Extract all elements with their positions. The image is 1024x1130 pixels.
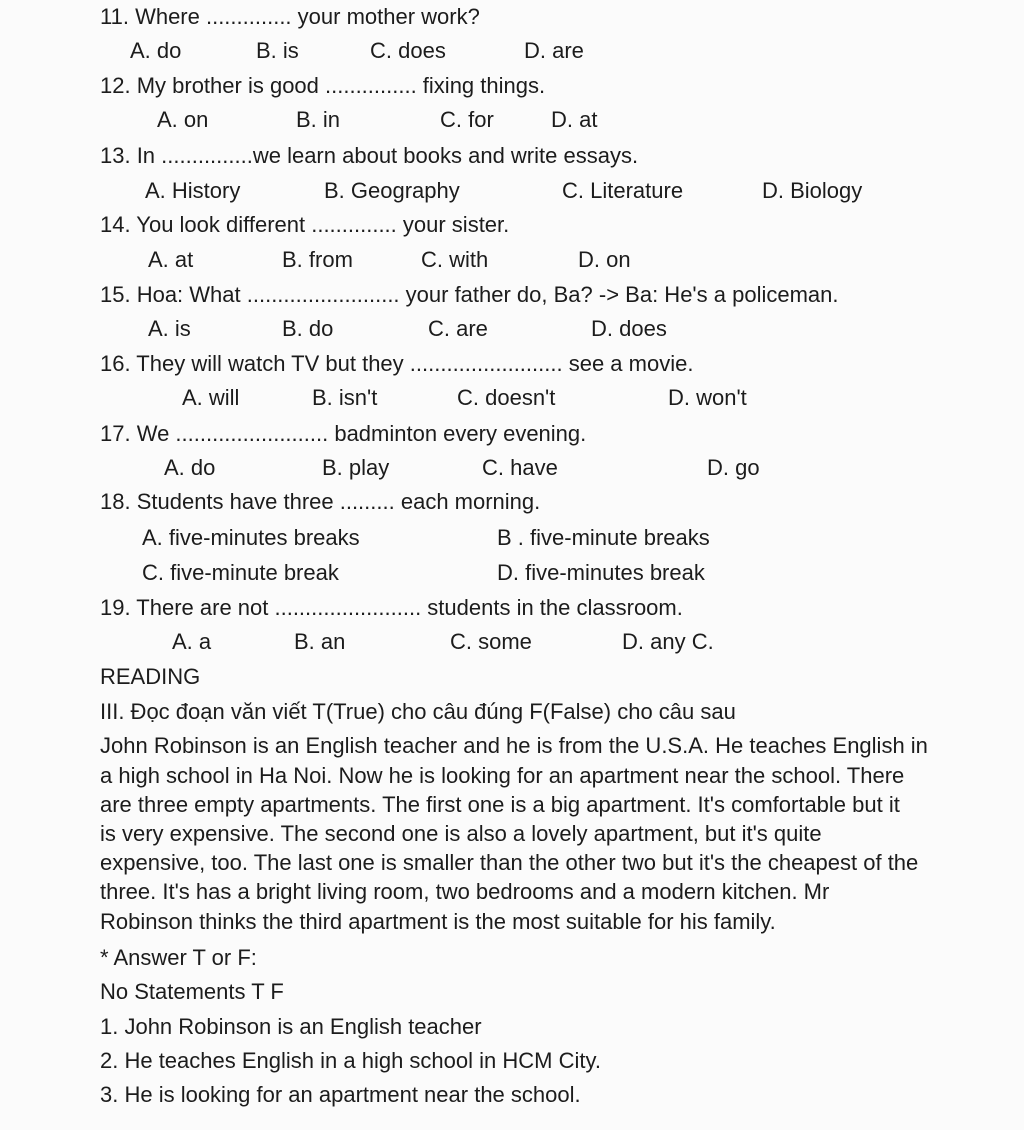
question-18-option-a: A. five-minutes breaks — [142, 525, 360, 550]
question-17-option-c: C. have — [482, 455, 558, 480]
answer-prompt: * Answer T or F: — [100, 945, 257, 970]
passage-line-7: Robinson thinks the third apartment is the most suitable for his family. — [100, 909, 776, 934]
question-16-stem: 16. They will watch TV but they ......................... see a movie. — [100, 351, 694, 376]
question-19-option-b: B. an — [294, 629, 346, 654]
question-11-option-b: B. is — [256, 38, 299, 63]
question-18-option-b: B . five-minute breaks — [497, 525, 710, 550]
passage-line-1: John Robinson is an English teacher and he is from the U.S.A. He teaches English in — [100, 733, 928, 758]
question-17-stem: 17. We ......................... badminton every evening. — [100, 421, 587, 446]
question-12-option-d: D. at — [551, 107, 598, 132]
question-13-option-d: D. Biology — [762, 178, 863, 203]
passage-line-6: three. It's has a bright living room, two bedrooms and a modern kitchen. Mr — [100, 879, 830, 904]
statement-2: 2. He teaches English in a high school in HCM City. — [100, 1048, 601, 1073]
question-15-option-d: D. does — [591, 316, 667, 341]
question-14-option-a: A. at — [148, 247, 194, 272]
question-18-option-c: C. five-minute break — [142, 560, 339, 585]
question-12-stem: 12. My brother is good ............... fixing things. — [100, 73, 546, 98]
question-11-option-d: D. are — [524, 38, 584, 63]
question-13-option-a: A. History — [145, 178, 241, 203]
question-15-option-c: C. are — [428, 316, 488, 341]
question-14-option-d: D. on — [578, 247, 631, 272]
question-13-option-c: C. Literature — [562, 178, 684, 203]
question-13-option-b: B. Geography — [324, 178, 460, 203]
question-19-stem: 19. There are not ........................ students in the classroom. — [100, 595, 683, 620]
question-17-option-d: D. go — [707, 455, 760, 480]
passage-line-3: are three empty apartments. The first one is a big apartment. It's comfortable but it — [100, 792, 900, 817]
statement-1: 1. John Robinson is an English teacher — [100, 1014, 482, 1039]
question-18-stem: 18. Students have three ......... each morning. — [100, 489, 541, 514]
question-14-stem: 14. You look different .............. your sister. — [100, 212, 510, 237]
question-14-option-c: C. with — [421, 247, 489, 272]
question-12-option-a: A. on — [157, 107, 209, 132]
question-15-stem: 15. Hoa: What ......................... your father do, Ba? -> Ba: He's a policeman. — [100, 282, 839, 307]
question-15-option-a: A. is — [148, 316, 191, 341]
reading-heading: READING — [100, 664, 201, 689]
question-18-option-d: D. five-minutes break — [497, 560, 705, 585]
question-17-option-b: B. play — [322, 455, 390, 480]
question-11-option-a: A. do — [130, 38, 182, 63]
question-11-stem: 11. Where .............. your mother work? — [100, 4, 480, 29]
question-16-option-a: A. will — [182, 385, 240, 410]
question-16-option-d: D. won't — [668, 385, 747, 410]
passage-line-5: expensive, too. The last one is smaller than the other two but it's the cheapest of the — [100, 850, 919, 875]
question-17-option-a: A. do — [164, 455, 216, 480]
question-19-option-a: A. a — [172, 629, 212, 654]
question-19-option-d: D. any C. — [622, 629, 714, 654]
question-12-option-b: B. in — [296, 107, 341, 132]
statements-table-header: No Statements T F — [100, 979, 284, 1004]
question-16-option-b: B. isn't — [312, 385, 378, 410]
statement-3: 3. He is looking for an apartment near the school. — [100, 1082, 581, 1107]
question-15-option-b: B. do — [282, 316, 334, 341]
question-13-stem: 13. In ...............we learn about books and write essays. — [100, 143, 639, 168]
question-14-option-b: B. from — [282, 247, 353, 272]
reading-instruction: III. Đọc đoạn văn viết T(True) cho câu đúng F(False) cho câu sau — [100, 699, 736, 724]
question-11-option-c: C. does — [370, 38, 446, 63]
question-12-option-c: C. for — [440, 107, 494, 132]
passage-line-4: is very expensive. The second one is also a lovely apartment, but it's quite — [100, 821, 822, 846]
passage-line-2: a high school in Ha Noi. Now he is looking for an apartment near the school. There — [100, 763, 905, 788]
question-19-option-c: C. some — [450, 629, 532, 654]
question-16-option-c: C. doesn't — [457, 385, 556, 410]
